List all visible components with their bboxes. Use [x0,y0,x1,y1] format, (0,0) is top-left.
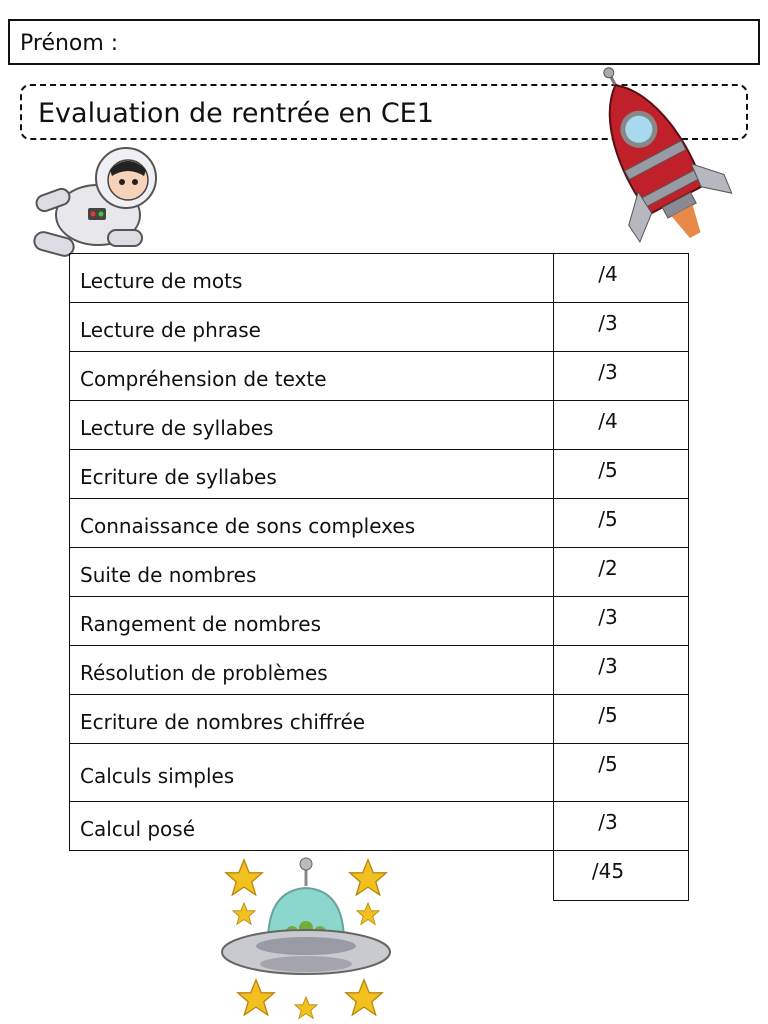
star-icon [226,860,262,895]
page-title-text: Evaluation de rentrée en CE1 [38,98,434,129]
score-cell[interactable]: /3 [554,646,689,695]
skill-label: Lecture de syllabes [70,401,554,450]
table-row [70,450,689,499]
table-row [70,597,689,646]
score-cell[interactable]: /4 [554,401,689,450]
score-cell[interactable]: /5 [554,744,689,802]
astronaut-icon [28,140,158,265]
star-icon [238,980,274,1015]
skill-label: Calculs simples [70,744,554,802]
skill-label: Rangement de nombres [70,597,554,646]
skill-label: Calcul posé [70,802,554,851]
star-icon [350,860,386,895]
score-cell[interactable]: /2 [554,548,689,597]
score-cell[interactable]: /3 [554,352,689,401]
score-cell[interactable]: /5 [554,499,689,548]
skill-label: Ecriture de syllabes [70,450,554,499]
ufo-icon [218,852,398,1022]
score-cell[interactable]: /5 [554,695,689,744]
skill-label: Lecture de phrase [70,303,554,352]
table-row [70,802,689,851]
score-cell[interactable]: /3 [554,597,689,646]
score-table [69,253,689,901]
table-row [70,401,689,450]
table-row [70,646,689,695]
skill-label: Lecture de mots [70,254,554,303]
skill-label: Ecriture de nombres chiffrée [70,695,554,744]
skill-label: Résolution de problèmes [70,646,554,695]
skill-label: Suite de nombres [70,548,554,597]
rocket-icon [590,52,750,247]
score-cell[interactable]: /3 [554,303,689,352]
name-label: Prénom : [20,31,119,56]
score-cell[interactable]: /5 [554,450,689,499]
table-row [70,352,689,401]
score-cell[interactable]: /3 [554,802,689,851]
score-cell[interactable]: /4 [554,254,689,303]
table-row [70,695,689,744]
skill-label: Connaissance de sons complexes [70,499,554,548]
total-score-cell[interactable]: /45 [554,851,689,901]
table-row [70,548,689,597]
skill-label: Compréhension de texte [70,352,554,401]
star-icon [346,980,382,1015]
star-icon [295,997,317,1019]
table-row [70,499,689,548]
table-row [70,744,689,802]
star-icon [357,903,379,925]
table-row [70,254,689,303]
table-row [70,303,689,352]
star-icon [233,903,255,925]
